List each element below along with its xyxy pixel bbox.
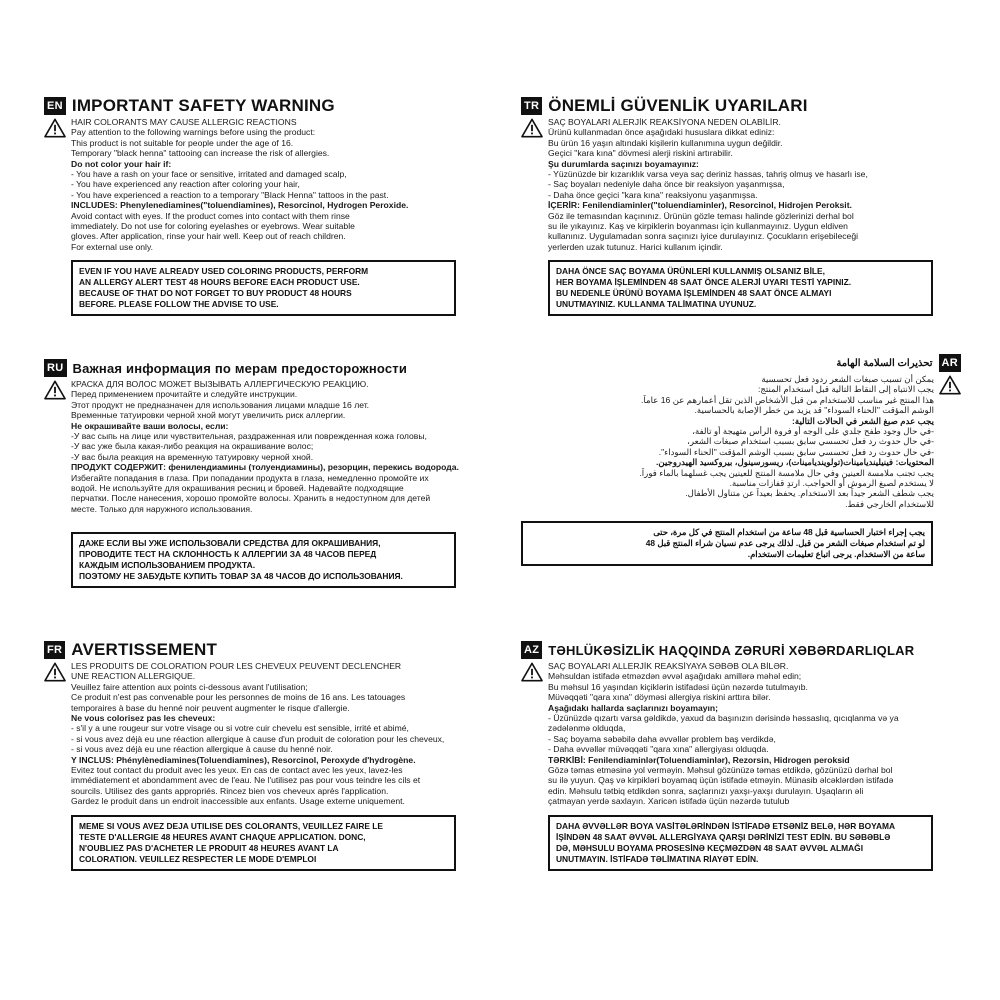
text-line: Aşağıdakı hallarda saçlarınızı boyamayın; bbox=[548, 702, 719, 713]
section-fr bbox=[44, 640, 484, 871]
text-line: месте. Только для наружного использования. bbox=[71, 503, 253, 514]
text-line: للاستخدام الخارجي فقط. bbox=[845, 498, 934, 509]
text-line: Bu məhsul 16 yaşından kiçiklərin istifadəsi üçün nəzərdə tutulmayıb. bbox=[548, 681, 808, 692]
box-line: N'OUBLIEZ PAS D'ACHETER LE PRODUIT 48 HEURES AVANT LA bbox=[79, 842, 339, 853]
warning-triangle-icon bbox=[939, 375, 961, 395]
text-line: Ne vous colorisez pas les cheveux: bbox=[71, 713, 216, 724]
text-line: يجب شطف الشعر جيداً بعد الاستخدام. يحفظ بعيداً عن متناول الأطفال. bbox=[685, 488, 934, 499]
text-line: Göz ile temasından kaçınınız. Ürünün gözle teması halinde gözlerinizi derhal bol bbox=[548, 210, 854, 221]
section-header bbox=[521, 96, 961, 116]
text-line: temporaires à base du henné noir peuvent augmenter le risque d'allergie. bbox=[71, 702, 350, 713]
text-line: HAIR COLORANTS MAY CAUSE ALLERGIC REACTIONS bbox=[71, 117, 297, 127]
box-line: AN ALLERGY ALERT TEST 48 HOURS BEFORE EACH PRODUCT USE. bbox=[79, 277, 360, 288]
text-line: INCLUDES: Phenylenediamines("toluendiamines), Resorcinol, Hydrogen Peroxide. bbox=[71, 200, 409, 211]
text-line: edin. Məhsulu tətbiq etdikdən sonra, saçlarınızı yaxşı-yaxşı durulayın. Uşaqların əli bbox=[548, 785, 864, 796]
box-line: İŞİNDƏN 48 SAAT ƏVVƏL ALLERGİYAYA QARŞI DƏRİNİZİ TEST EDİN. BU SƏBƏBLƏ bbox=[556, 831, 891, 842]
box-line: MEME SI VOUS AVEZ DEJA UTILISE DES COLORANTS, VEUILLEZ FAIRE LE bbox=[79, 820, 384, 831]
language-badge: TR bbox=[521, 97, 542, 115]
text-line: -في حال حدوث رد فعل تحسسي سابق بسبب استخدام صبغات الشعر، bbox=[687, 436, 934, 447]
language-badge: RU bbox=[44, 359, 67, 377]
language-badge: AZ bbox=[521, 641, 542, 659]
text-line: Evitez tout contact du produit avec les yeux. En cas de contact avec les yeux, lavez-les bbox=[71, 765, 403, 776]
warning-triangle-icon bbox=[44, 662, 66, 682]
text-line: - You have experienced any reaction after coloring your hair, bbox=[71, 179, 300, 190]
text-line: Ürünü kullanmadan önce aşağıdaki hususlara dikkat ediniz: bbox=[548, 127, 775, 138]
warning-text bbox=[548, 117, 961, 252]
section-header bbox=[44, 96, 484, 116]
text-line: الوشم المؤقت "الحناء السوداء" قد يزيد من خطر الإصابة بالحساسية. bbox=[694, 405, 934, 416]
box-line: КАЖДЫМ ИСПОЛЬЗОВАНИЕМ ПРОДУКТА. bbox=[79, 560, 256, 571]
text-line: Не окрашивайте ваши волосы, если: bbox=[71, 420, 229, 431]
text-line: المحتويات: فينيلينديامينات(تولوينديامينات)، ريسورسينول، بيروكسيد الهيدروجين. bbox=[656, 457, 934, 468]
warning-triangle-icon bbox=[521, 118, 543, 138]
section-title: ÖNEMLİ GÜVENLİK UYARILARI bbox=[548, 96, 808, 115]
text-line: gloves. After application, rinse your hair well. Keep out of reach children. bbox=[71, 231, 346, 242]
text-line: - Saç boyaları nedeniyle daha önce bir reaksiyon yaşanmışsa, bbox=[548, 179, 785, 190]
allergy-test-box bbox=[71, 532, 456, 588]
box-line: ПРОВОДИТЕ ТЕСТ НА СКЛОННОСТЬ К АЛЛЕРГИИ ЗА 48 ЧАСОВ ПЕРЕД bbox=[79, 549, 377, 560]
text-line: Müvəqqəti "qara xına" döyməsi allergiya riskini arttıra bilər. bbox=[548, 692, 771, 703]
section-title: Важная информация по мерам предосторожности bbox=[72, 360, 408, 376]
section-title: AVERTISSEMENT bbox=[71, 640, 218, 659]
box-line: يجب إجراء اختبار الحساسية قبل 48 ساعة من استخدام المنتج في كل مرة، حتى bbox=[653, 527, 925, 538]
allergy-test-box bbox=[548, 260, 933, 316]
text-line: Gözə təmas etməsinə yol verməyin. Məhsul gözünüzə təmas etdikdə, gözünüzü dərhal bol bbox=[548, 765, 893, 776]
text-line: КРАСКА ДЛЯ ВОЛОС МОЖЕТ ВЫЗЫВАТЬ АЛЛЕРГИЧЕСКУЮ РЕАКЦИЮ. bbox=[71, 379, 369, 389]
text-line: Перед применением прочитайте и следуйте инструкции. bbox=[71, 389, 298, 400]
warning-triangle-icon bbox=[44, 380, 66, 400]
section-en bbox=[44, 96, 484, 316]
section-header bbox=[521, 640, 961, 660]
section-header bbox=[521, 353, 961, 373]
warning-text bbox=[71, 379, 484, 514]
text-line: -У вас уже была какая-либо реакция на окрашивание волос; bbox=[71, 441, 314, 452]
text-line: SAÇ BOYALARI ALLERJİK REAKSİYAYA SƏBƏB OLA BİLƏR. bbox=[548, 661, 789, 671]
box-line: UNUTMAYINIZ. KULLANMA TALİMATINA UYUNUZ. bbox=[556, 299, 757, 310]
text-line: - si vous avez déjà eu une réaction allergique à cause d'un produit de coloration pour les cheveux, bbox=[71, 733, 445, 744]
text-line: İÇERİR: Fenilendiaminler("toluendiaminler), Resorcinol, Hidrojen Peroksit. bbox=[548, 200, 852, 211]
text-line: Временные татуировки черной хной могут увеличить риск аллергии. bbox=[71, 410, 346, 421]
text-line: çatmayan yerdə saxlayın. Xaricən istifadə üçün nəzərdə tutulub bbox=[548, 796, 790, 807]
box-line: DAHA ÖNCE SAÇ BOYAMA ÜRÜNLERİ KULLANMIŞ OLSANIZ BİLE, bbox=[556, 266, 825, 277]
warning-text bbox=[71, 117, 484, 252]
text-line: -في حال حدوث رد فعل تحسسي سابق بسبب الوشم المؤقت "الحناء السوداء". bbox=[658, 446, 934, 457]
text-line: Этот продукт не предназначен для использования лицами младше 16 лет. bbox=[71, 399, 370, 410]
box-line: BECAUSE OF THAT DO NOT FORGET TO BUY PRODUCT 48 HOURS bbox=[79, 288, 352, 299]
allergy-test-box bbox=[71, 815, 456, 871]
text-line: - Yüzünüzde bir kızarıklık varsa veya saç deriniz hassas, tahriş olmuş ve hasarlı ise, bbox=[548, 169, 868, 180]
text-line: - Saç boyama səbəbilə daha əvvəllər problem baş verdikdə, bbox=[548, 733, 776, 744]
text-line: هذا المنتج غير مناسب للاستخدام من قبل الأشخاص الذين تقل أعمارهم عن 16 عاماً. bbox=[641, 394, 934, 405]
section-header bbox=[44, 640, 484, 660]
box-line: ساعة من الاستخدام. يرجى اتباع تعليمات الاستخدام. bbox=[747, 549, 925, 560]
text-line: يجب عدم صبغ الشعر في الحالات التالية: bbox=[791, 415, 934, 426]
text-line: ПРОДУКТ СОДЕРЖИТ: фенилендиамины (толуендиамины), резорцин, перекись водорода. bbox=[71, 462, 459, 473]
text-line: - Daha önce geçici "kara kına" reaksiyonu yaşanmışsa. bbox=[548, 189, 758, 200]
language-badge: AR bbox=[939, 354, 962, 372]
text-line: لا يستخدم لصبغ الرموش أو الحواجب. ارتدِ قفازات مناسبة. bbox=[729, 478, 934, 489]
text-line: zədələnmə olduqda, bbox=[548, 723, 626, 734]
text-line: - Üzünüzdə qızartı varsa gəldikdə, yaxud da başınızın dərisində həssaslıq, qıcıqlanma və ya bbox=[548, 713, 899, 724]
text-line: Şu durumlarda saçınızı boyamayınız: bbox=[548, 158, 699, 169]
text-line: -У вас сыпь на лице или чувствительная, раздраженная или поврежденная кожа головы, bbox=[71, 431, 427, 442]
text-line: yerlerden uzak tutunuz. Harici kullanım içindir. bbox=[548, 241, 723, 252]
text-line: يجب تجنب ملامسة العينين وفي حال ملامسة المنتج للعينين يجب غسلهما بالماء فوراً. bbox=[639, 467, 934, 478]
text-line: This product is not suitable for people under the age of 16. bbox=[71, 137, 294, 148]
box-line: DAHA ƏVVƏLLƏR BOYA VASİTƏLƏRİNDƏN İSTİFADƏ ETSƏNİZ BELƏ, HƏR BOYAMA bbox=[556, 820, 896, 831]
language-badge: EN bbox=[44, 97, 66, 115]
section-header bbox=[44, 358, 484, 378]
box-line: لو تم استخدام صبغات الشعر من قبل. لذلك يرجى عدم نسيان شراء المنتج قبل 48 bbox=[645, 538, 925, 549]
text-line: Avoid contact with eyes. If the product comes into contact with them rinse bbox=[71, 210, 350, 221]
text-line: immédiatement et abondamment avec de l'eau. Ne l'utilisez pas pour vous teindre les cils et bbox=[71, 775, 421, 786]
section-tr bbox=[521, 96, 961, 316]
text-line: يجب الانتباه إلى النقاط التالية قبل استخدام المنتج: bbox=[757, 384, 934, 395]
box-line: DƏ, MƏHSULU BOYAMA PROSESİNƏ KEÇMƏZDƏN 48 SAAT ƏVVƏL ALMAĞI bbox=[556, 842, 864, 853]
box-line: ДАЖЕ ЕСЛИ ВЫ УЖЕ ИСПОЛЬЗОВАЛИ СРЕДСТВА ДЛЯ ОКРАШИВАНИЯ, bbox=[79, 538, 381, 549]
text-line: LES PRODUITS DE COLORATION POUR LES CHEVEUX PEUVENT DECLENCHER bbox=[71, 661, 402, 671]
text-line: Ce produit n'est pas convenable pour les personnes de moins de 16 ans. Les tatouages bbox=[71, 692, 406, 703]
warning-text bbox=[71, 661, 484, 807]
text-line: Veuillez faire attention aux points ci-dessous avant l'utilisation; bbox=[71, 681, 308, 692]
text-line: su ilə yuyun. Qaş və kirpikləri boyamaq üçün istifadə etməyin. Münasib əlcəklərdən istifadə bbox=[548, 775, 894, 786]
language-badge: FR bbox=[44, 641, 65, 659]
allergy-test-box bbox=[521, 521, 933, 566]
text-line: sourcils. Utilisez des gants appropriés. Rincez bien vos cheveux après l'application. bbox=[71, 785, 389, 796]
text-line: -في حال وجود طفح جلدي على الوجه أو فروة الرأس متهيجة أو تالفة، bbox=[692, 426, 934, 437]
text-line: يمكن أن تسبب صبغات الشعر ردود فعل تحسسية bbox=[761, 374, 934, 384]
text-line: - s'il y a une rougeur sur votre visage ou si votre cuir chevelu est sensible, irrité et abimé, bbox=[71, 723, 409, 734]
box-line: ПОЭТОМУ НЕ ЗАБУДЬТЕ КУПИТЬ ТОВАР ЗА 48 ЧАСОВ ДО ИСПОЛЬЗОВАНИЯ. bbox=[79, 571, 403, 582]
text-line: For external use only. bbox=[71, 241, 153, 252]
text-line: - You have a rash on your face or sensitive, irritated and damaged scalp, bbox=[71, 169, 347, 180]
text-line: su ile yıkayınız. Kaş ve kirpiklerin boyanması için kullanmayınız. Uygun eldiven bbox=[548, 221, 848, 232]
section-ar bbox=[521, 353, 961, 566]
warning-text bbox=[548, 661, 961, 807]
text-line: Do not color your hair if: bbox=[71, 158, 172, 169]
text-line: UNE REACTION ALLERGIQUE. bbox=[71, 671, 196, 682]
text-line: kullanınız. Uygulamadan sonra saçınızı iyice durulayınız. Çocukların erişebileceği bbox=[548, 231, 859, 242]
text-line: Geçici "kara kına" dövmesi alerji riskini artırabilir. bbox=[548, 148, 733, 159]
text-line: водой. Не используйте для окрашивания ресниц и бровей. Надевайте подходящие bbox=[71, 483, 404, 494]
text-line: SAÇ BOYALARI ALERJİK REAKSİYONA NEDEN OLABİLİR. bbox=[548, 117, 781, 127]
section-title: TƏHLÜKƏSİZLİK HAQQINDA ZƏRURİ XƏBƏRDARLIQLAR bbox=[548, 642, 915, 658]
box-line: TESTE D'ALLERGIE 48 HEURES AVANT CHAQUE APPLICATION. DONC, bbox=[79, 831, 366, 842]
allergy-test-box bbox=[71, 260, 456, 316]
warning-text bbox=[521, 374, 934, 509]
box-line: COLORATION. VEUILLEZ RESPECTER LE MODE D'EMPLOI bbox=[79, 853, 317, 864]
text-line: TƏRKİBİ: Fenilendiaminlər(Toluendiaminlər), Rezorsin, Hidrogen peroksid bbox=[548, 754, 850, 765]
section-az bbox=[521, 640, 961, 871]
text-line: Pay attention to the following warnings before using the product: bbox=[71, 127, 316, 138]
text-line: перчатки. После нанесения, хорошо промойте волосы. Хранить в недоступном для детей bbox=[71, 493, 431, 504]
warning-triangle-icon bbox=[521, 662, 543, 682]
warning-triangle-icon bbox=[44, 118, 66, 138]
text-line: - Daha əvvəllər müvəqqəti "qara xına" allergiyası olduqda. bbox=[548, 744, 769, 755]
section-title: IMPORTANT SAFETY WARNING bbox=[71, 96, 335, 115]
text-line: Y INCLUS: Phénylènediamines(Toluendiamines), Resorcinol, Peroxyde d'hydrogène. bbox=[71, 754, 416, 765]
section-title: تحذيرات السلامة الهامة bbox=[836, 357, 933, 369]
text-line: - You have experienced a reaction to a temporary "Black Henna" tattoos in the past. bbox=[71, 189, 389, 200]
text-line: Bu ürün 16 yaşın altındaki kişilerin kullanımına uygun değildir. bbox=[548, 137, 783, 148]
box-line: BU NEDENLE ÜRÜNÜ BOYAMA İŞLEMİNDEN 48 SAAT ÖNCE ALMAYI bbox=[556, 288, 832, 299]
text-line: Məhsuldan istifadə etməzdən əvvəl aşağıdakı amillərə məhəl edin; bbox=[548, 671, 802, 682]
text-line: - si vous avez déjà eu une réaction allergique à cause du henné noir. bbox=[71, 744, 333, 755]
allergy-test-box bbox=[548, 815, 933, 871]
text-line: -У вас была реакция на временную татуировку черной хной. bbox=[71, 451, 314, 462]
box-line: BEFORE. PLEASE FOLLOW THE ADVISE TO USE. bbox=[79, 299, 279, 310]
box-line: HER BOYAMA İŞLEMİNDEN 48 SAAT ÖNCE ALERJİ UYARI TESTİ YAPINIZ. bbox=[556, 277, 852, 288]
box-line: UNUTMAYIN. İSTİFADƏ TƏLİMATINA RİAYƏT EDİN. bbox=[556, 853, 759, 864]
box-line: EVEN IF YOU HAVE ALREADY USED COLORING PRODUCTS, PERFORM bbox=[79, 266, 369, 277]
text-line: Gardez le produit dans un endroit inaccessible aux enfants. Usage externe uniquement. bbox=[71, 796, 405, 807]
text-line: immediately. Do not use for coloring eyelashes or eyebrows. Wear suitable bbox=[71, 221, 355, 232]
section-ru bbox=[44, 358, 484, 588]
text-line: Избегайте попадания в глаза. При попадании продукта в глаза, немедленно промойте их bbox=[71, 472, 429, 483]
text-line: Temporary "black henna" tattooing can increase the risk of allergies. bbox=[71, 148, 330, 159]
